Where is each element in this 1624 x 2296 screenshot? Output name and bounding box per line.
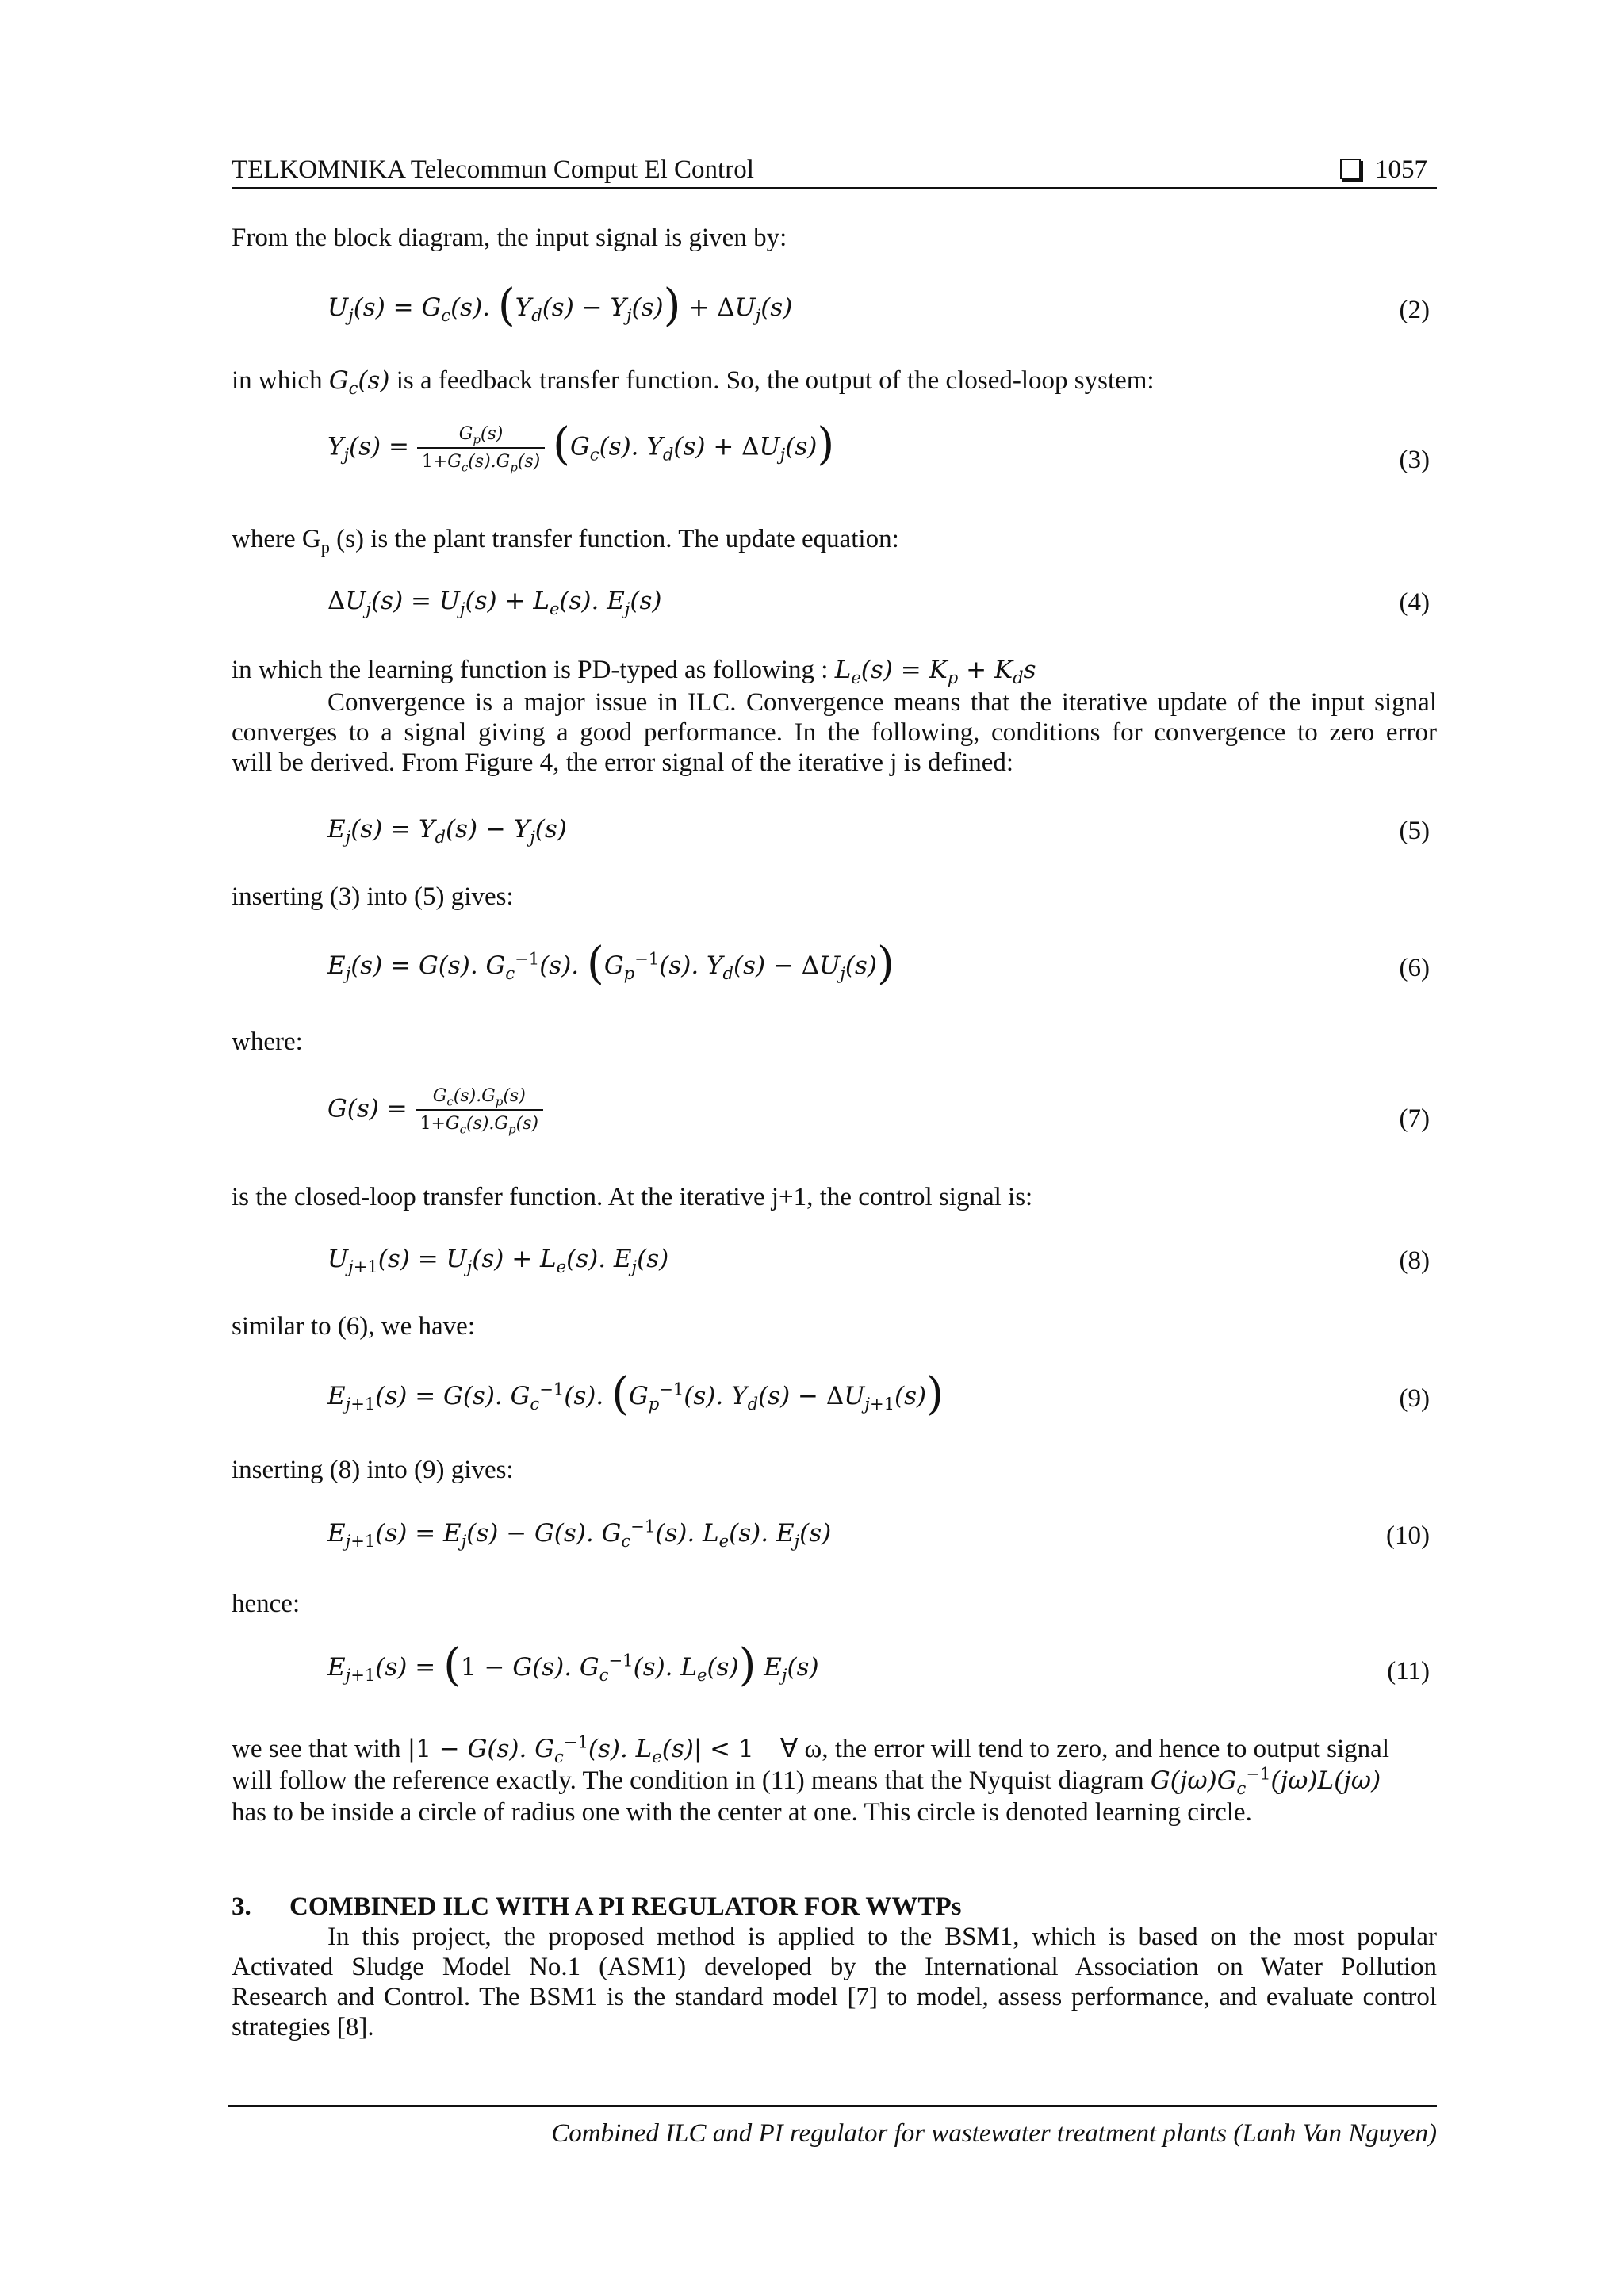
paragraph-3 bbox=[232, 525, 899, 557]
equation-2: $U_j(s) = G_c(s)$. $(Y_d(s) - Y_j(s)) + \Delta U_j(s)$ bbox=[327, 279, 793, 331]
running-header-journal: TELKOMNIKA Telecommun Comput El Control bbox=[232, 155, 754, 184]
paragraph-4: in which the learning function is PD-typed as following : $L_e(s) = K_p + K_ds$ bbox=[232, 656, 1036, 688]
equation-number: (11) bbox=[1387, 1657, 1430, 1686]
equation-7: G(s) = $\frac{G_c(s).G_p(s)}{1+G_c(s).G_p(s)}$ bbox=[327, 1086, 543, 1134]
section-line-2: Activated Sludge Model No.1 (ASM1) developed by the International Association on Water Pollution bbox=[232, 1953, 1437, 1981]
paragraph-8: is the closed-loop transfer function. At the iterative j+1, the control signal is: bbox=[232, 1183, 1033, 1211]
paragraph-12-line-2-text: will follow the reference exactly. The condition in (11) means that the Nyquist diagram bbox=[232, 1766, 1151, 1795]
paragraph-3-post: (s) is the plant transfer function. The update equation: bbox=[329, 525, 899, 553]
equation-9: $E_{j+1}(s) = G(s)$. $G_c^{-1}(s)$. ($G_p^{-1}(s)$. $Y_d(s) - \Delta U_{j+1}(s)$) bbox=[327, 1368, 944, 1420]
page-number: 1057 bbox=[1375, 155, 1427, 184]
equation-number: (8) bbox=[1399, 1246, 1430, 1275]
paragraph-5-line-2: converges to a signal giving a good performance. In the following, conditions for convergence to zero error bbox=[232, 718, 1437, 747]
paragraph-3-pre: where G bbox=[232, 525, 321, 553]
paragraph-9: similar to (6), we have: bbox=[232, 1312, 475, 1341]
paragraph-1: From the block diagram, the input signal is given by: bbox=[232, 224, 787, 252]
paragraph-6: inserting (3) into (5) gives: bbox=[232, 882, 514, 911]
equation-number: (7) bbox=[1399, 1104, 1430, 1133]
paragraph-12-pre: we see that with bbox=[232, 1735, 408, 1763]
paragraph-5-line-3: will be derived. From Figure 4, the error signal of the iterative j is defined: bbox=[232, 748, 1014, 777]
paragraph-7: where: bbox=[232, 1027, 303, 1056]
equation-number: (3) bbox=[1399, 446, 1430, 474]
equation-6: $E_j(s) = G(s)$. $G_c^{-1}(s)$. ($G_p^{-1}(s)$. $Y_d(s) - \Delta U_j(s)$) bbox=[327, 937, 894, 989]
equation-number: (5) bbox=[1399, 817, 1430, 845]
footer-rule bbox=[228, 2105, 1437, 2107]
equation-10: $E_{j+1}(s) = E_j(s) - G(s)$. $G_c^{-1}(s)$. $L_e(s)$. $E_j(s)$ bbox=[327, 1516, 832, 1552]
paragraph-11: hence: bbox=[232, 1590, 301, 1618]
equation-number: (6) bbox=[1399, 954, 1430, 982]
section-title: COMBINED ILC WITH A PI REGULATOR FOR WWTPs bbox=[289, 1892, 962, 1921]
paragraph-10: inserting (8) into (9) gives: bbox=[232, 1456, 514, 1484]
paragraph-2-pre: in which bbox=[232, 366, 329, 395]
equation-number: (2) bbox=[1399, 296, 1430, 324]
paragraph-12-line-2: will follow the reference exactly. The condition in (11) means that the Nyquist diagram $G(j\omega)G_c^{-1}(j\omega)L(j\omega)$ bbox=[232, 1763, 1381, 1799]
equation-number: (9) bbox=[1399, 1384, 1430, 1413]
equation-number: (4) bbox=[1399, 588, 1430, 617]
equation-5: $E_j(s) = Y_d(s) - Y_j(s)$ bbox=[327, 815, 567, 848]
equation-8: $U_{j+1}(s) = U_j(s) + L_e(s)$. $E_j(s)$ bbox=[327, 1245, 669, 1277]
section-number: 3. bbox=[232, 1892, 251, 1921]
paragraph-4-pre: in which the learning function is PD-typed as following : bbox=[232, 656, 835, 684]
equation-4: $\Delta U_j(s) = U_j(s) + L_e(s)$. $E_j(s)$ bbox=[327, 587, 662, 619]
paragraph-3-sub: p bbox=[320, 537, 330, 557]
running-footer: Combined ILC and PI regulator for wastewater treatment plants (Lanh Van Nguyen) bbox=[551, 2119, 1437, 2148]
section-line-4: strategies [8]. bbox=[232, 2013, 374, 2042]
paragraph-12-line-3: has to be inside a circle of radius one with the center at one. This circle is denoted learning circle. bbox=[232, 1798, 1252, 1827]
section-line-1: In this project, the proposed method is applied to the BSM1, which is based on the most popular bbox=[327, 1923, 1437, 1951]
paragraph-2: in which $G_c(s)$ is a feedback transfer function. So, the output of the closed-loop system: bbox=[232, 366, 1155, 399]
paragraph-2-post: is a feedback transfer function. So, the output of the closed-loop system: bbox=[389, 366, 1155, 395]
equation-11: $E_{j+1}(s) = (1 - G(s)$. $G_c^{-1}(s)$. $L_e(s)$) $E_j(s)$ bbox=[327, 1639, 819, 1691]
paragraph-12-post: , the error will tend to zero, and hence to output signal bbox=[822, 1735, 1389, 1763]
running-header-page bbox=[1340, 155, 1427, 185]
paragraph-5-line-1: Convergence is a major issue in ILC. Convergence means that the iterative update of the input signal bbox=[327, 688, 1437, 717]
header-rule bbox=[232, 187, 1437, 189]
equation-3: $Y_j(s)$ = $\frac{G_p(s)}{1+G_c(s).G_p(s)}$ ($G_c(s)$. $Y_d(s) + \Delta U_j(s)$) bbox=[327, 419, 835, 475]
paragraph-12-line-1: we see that with |1 − G(s). $G_c^{-1}(s)$. $L_e(s)| < 1$ ∀ ω, the error will tend to zero, and hence to output signal bbox=[232, 1732, 1389, 1767]
square-bullet-icon bbox=[1340, 159, 1361, 179]
equation-number: (10) bbox=[1386, 1521, 1430, 1550]
section-line-3: Research and Control. The BSM1 is the standard model [7] to model, assess performance, and evaluate control bbox=[232, 1983, 1437, 2011]
